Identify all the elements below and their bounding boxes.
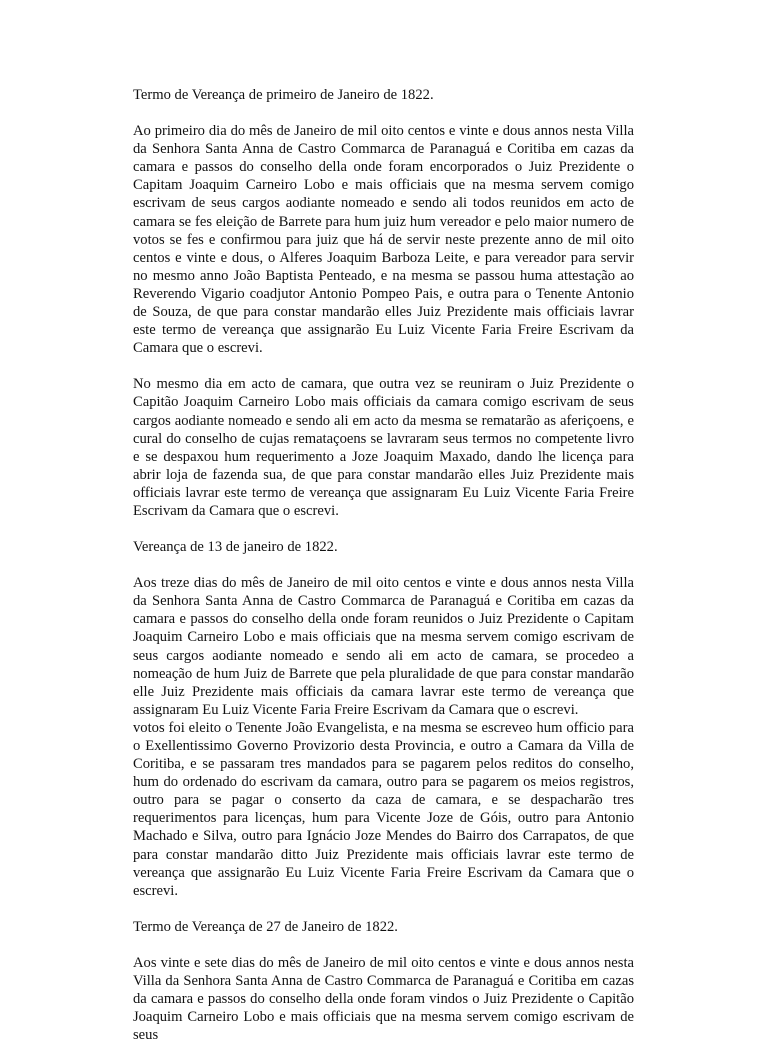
heading-termo-27-janeiro: Termo de Vereança de 27 de Janeiro de 1822. bbox=[133, 918, 398, 935]
document-page bbox=[133, 86, 634, 1062]
paragraph-treze-janeiro: Aos treze dias do mês de Janeiro de mil oito centos e vinte e dous annos nesta Villa da Senhora Santa Anna de Castro Commarca de Paranaguá e Coritiba em cazas da camara e passos do conselho della onde foram reunidos o Juiz Prezidente o Capitam Joaquim Carneiro Lobo e mais officiais que na mesma servem comigo escrivam de seus cargos aodiante nomeado e sendo ali em acto de camara, se procedeo a nomeação de hum Juiz de Barrete que pela pluralidade de que para constar mandarão elle Juiz Prezidente mais officiais da camara lavrar este termo de vereança que assignaram Eu Luiz Vicente Faria Freire Escrivam da Camara que o escrevi. bbox=[133, 575, 634, 718]
heading-termo-primeiro-janeiro: Termo de Vereança de primeiro de Janeiro de 1822. bbox=[133, 87, 434, 103]
heading-vereanca-13-janeiro: Vereança de 13 de janeiro de 1822. bbox=[133, 539, 338, 556]
paragraph-votos-eleito: votos foi eleito o Tenente João Evangelista, e na mesma se escreveo hum officio para o Exellentissimo Governo Provizorio desta Provincia, e outro a Camara da Villa de Coritiba, e se passaram tres mandados para se pagarem pelos reditos do conselho, hum do ordenado do escrivam da camara, outro para se pagarem os meios registros, outro para se pagar o conserto da caza de camara, e se despacharão tres requerimentos para licenças, hum para Vicente Joze de Góis, outro para Antonio Machado e Silva, outro para Ignácio Joze Mendes do Bairro dos Carrapatos, de que para constar mandarão ditto Juiz Prezidente mais officiais lavrar este termo de vereança que assignarão Eu Luiz Vicente Faria Freire Escrivam da Camara que o escrevi. bbox=[133, 719, 634, 899]
paragraph-vinte-sete-janeiro: Aos vinte e sete dias do mês de Janeiro de mil oito centos e vinte e dous annos nesta Villa da Senhora Santa Anna de Castro Commarca de Paranaguá e Coritiba em cazas da camara e passos do conselho della onde foram vindos o Juiz Prezidente o Capitão Joaquim Carneiro Lobo e mais officiais que na mesma servem comigo escrivam de seus bbox=[133, 954, 634, 1044]
paragraph-primeiro-janeiro: Ao primeiro dia do mês de Janeiro de mil oito centos e vinte e dous annos nesta Villa da Senhora Santa Anna de Castro Commarca de Paranaguá e Coritiba em cazas da camara e passos do conselho della onde foram encorporados o Juiz Prezidente o Capitam Joaquim Carneiro Lobo e mais officiais que na mesma servem comigo escrivam de seus cargos aodiante nomeado e sendo ali todos reunidos em acto de camara se fes eleição de Barrete para hum juiz hum vereador e pelo maior numero de votos se fes e confirmou para juiz que há de servir neste prezente anno de mil oito centos e vinte e dous, o Alferes Joaquim Barboza Leite, e para vereador para servir no mesmo anno João Baptista Penteado, e na mesma se passou huma attestação ao Reverendo Vigario coadjutor Antonio Pompeo Pais, e outra para o Tenente Antonio de Souza, de que para constar mandarão elles Juiz Prezidente mais officiais lavrar este termo de vereança que assignarão Eu Luiz Vicente Faria Freire Escrivam da Camara que o escrevi. bbox=[133, 123, 634, 357]
paragraph-mesmo-dia: No mesmo dia em acto de camara, que outra vez se reuniram o Juiz Prezidente o Capitão Joaquim Carneiro Lobo mais officiais da camara comigo escrivam de seus cargos aodiante nomeado e sendo ali em acto da mesma se rematarão as aferiçoens, e cural do conselho de cujas remataçoens se lavraram seus termos no competente livro e se despaxou hum requerimento a Joze Joaquim Maxado, dando lhe licença para abrir loja de fazenda sua, de que para constar mandarão elles Juiz Prezidente mais officiais lavrar este termo de vereança que assignaram Eu Luiz Vicente Faria Freire Escrivam da Camara que o escrevi. bbox=[133, 376, 634, 519]
